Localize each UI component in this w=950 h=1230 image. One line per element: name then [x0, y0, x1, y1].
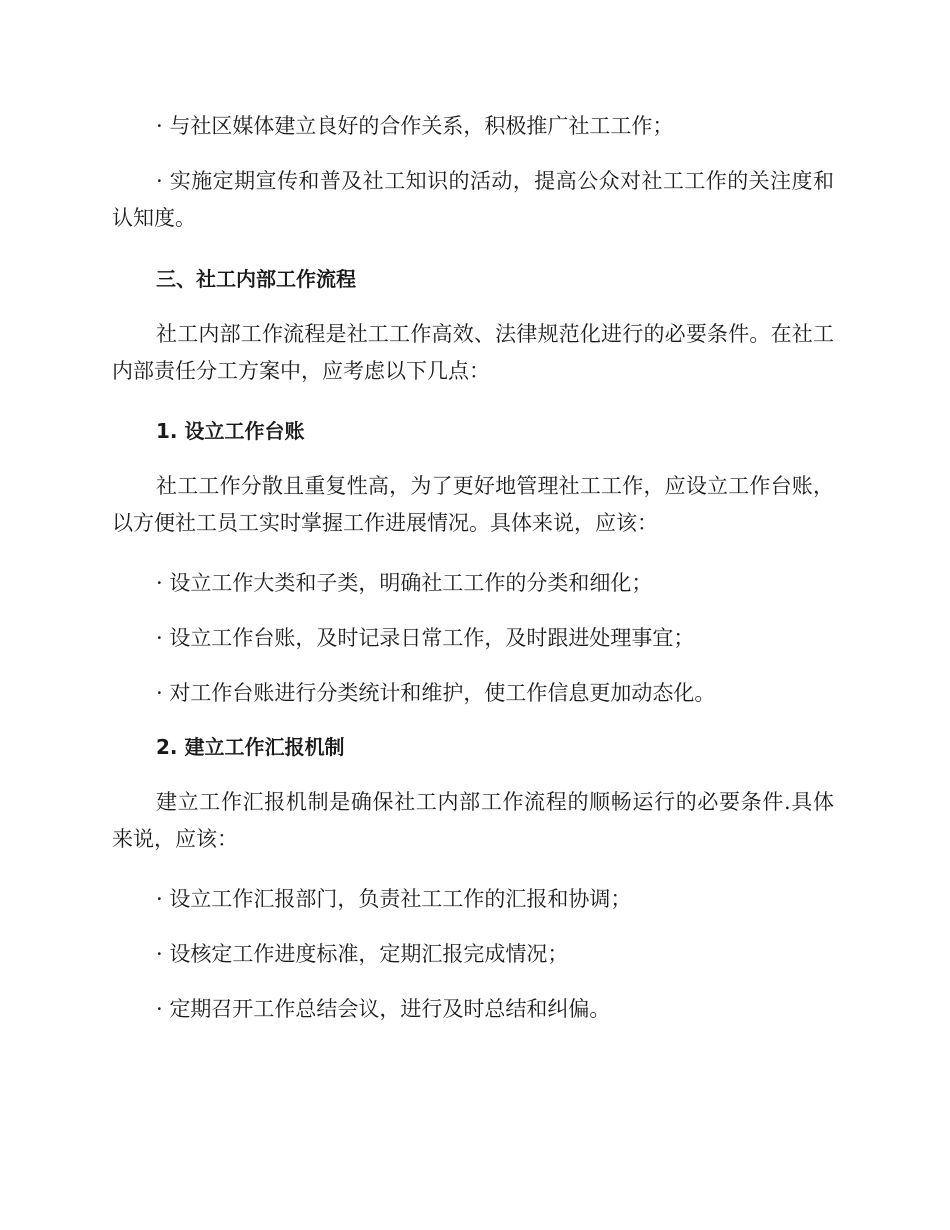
bullet-item: · 设立工作大类和子类，明确社工工作的分类和细化；: [156, 571, 653, 595]
body-paragraph: 建立工作汇报机制是确保社工内部工作流程的顺畅运行的必要条件.具体来说，应该：: [112, 790, 834, 851]
bullet-item: · 设立工作台账，及时记录日常工作，及时跟进处理事宜；: [156, 626, 695, 650]
bullet-item: · 设立工作汇报部门，负责社工工作的汇报和协调；: [156, 887, 632, 911]
bullet-item: · 对工作台账进行分类统计和维护，使工作信息更加动态化。: [156, 681, 716, 705]
section-heading: 三、社工内部工作流程: [156, 267, 356, 291]
body-paragraph: 社工工作分散且重复性高，为了更好地管理社工工作，应设立工作台账，以方便社工员工实时掌握工作进展情况。具体来说，应该：: [112, 474, 834, 535]
subsection-heading: 1. 设立工作台账: [156, 419, 305, 443]
bullet-item: · 实施定期宣传和普及社工知识的活动，提高公众对社工工作的关注度和认知度。: [112, 169, 834, 230]
bullet-item: · 与社区媒体建立良好的合作关系，积极推广社工工作；: [156, 114, 674, 138]
subsection-heading: 2. 建立工作汇报机制: [156, 735, 345, 759]
bullet-item: · 定期召开工作总结会议，进行及时总结和纠偏。: [156, 997, 611, 1021]
bullet-item: · 设核定工作进度标准，定期汇报完成情况；: [156, 942, 569, 966]
body-paragraph: 社工内部工作流程是社工工作高效、法律规范化进行的必要条件。在社工内部责任分工方案中，应考虑以下几点：: [112, 322, 834, 383]
